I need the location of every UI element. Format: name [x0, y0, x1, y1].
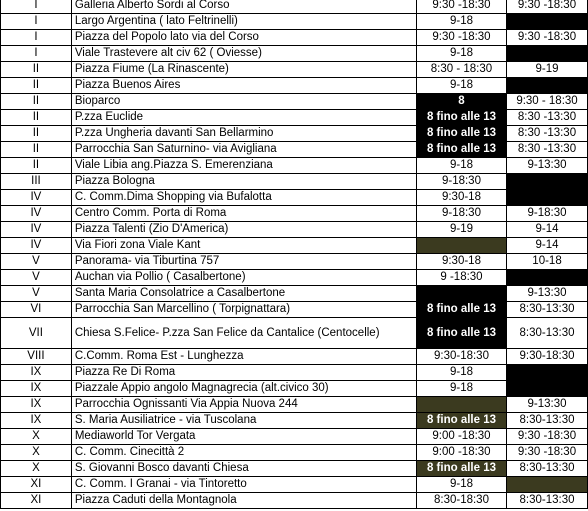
location-cell: Largo Argentina ( lato Feltrinelli) [71, 14, 416, 30]
hours-day2-cell [507, 477, 588, 493]
municipio-cell: V [1, 270, 72, 286]
hours-day2-cell [507, 78, 588, 94]
hours-day1-cell: 9:30-18 [416, 190, 506, 206]
table-row [1, 238, 588, 254]
location-cell: C.Comm. Roma Est - Lunghezza [71, 349, 416, 365]
hours-day1-cell: 9:30 -18:30 [416, 0, 506, 14]
municipio-cell: VIII [1, 349, 72, 365]
table-row [1, 254, 588, 270]
hours-day1-cell [416, 397, 506, 413]
location-cell: Viale Trastevere alt civ 62 ( Oviesse) [71, 46, 416, 62]
schedule-table-body [1, 0, 588, 509]
location-cell: Panorama- via Tiburtina 757 [71, 254, 416, 270]
table-row [1, 94, 588, 110]
table-row [1, 110, 588, 126]
municipio-cell: II [1, 158, 72, 174]
table-row [1, 0, 588, 14]
municipio-cell: XI [1, 493, 72, 509]
municipio-cell: IX [1, 413, 72, 429]
hours-day2-cell: 8:30 -13:30 [507, 142, 588, 158]
location-cell: C. Comm.Dima Shopping via Bufalotta [71, 190, 416, 206]
table-row [1, 493, 588, 509]
hours-day2-cell: 9:30 - 18:30 [507, 94, 588, 110]
municipio-cell: IX [1, 365, 72, 381]
table-row [1, 365, 588, 381]
hours-day2-cell: 9-14 [507, 222, 588, 238]
hours-day1-cell: 9:00 -18:30 [416, 429, 506, 445]
municipio-cell: I [1, 30, 72, 46]
hours-day2-cell [507, 190, 588, 206]
hours-day1-cell: 9-18:30 [416, 174, 506, 190]
location-cell: P.zza Ungheria davanti San Bellarmino [71, 126, 416, 142]
municipio-cell: IX [1, 381, 72, 397]
table-row [1, 302, 588, 318]
table-row [1, 142, 588, 158]
municipio-cell: II [1, 78, 72, 94]
table-row [1, 429, 588, 445]
table-row [1, 477, 588, 493]
table-row [1, 30, 588, 46]
location-cell: Centro Comm. Porta di Roma [71, 206, 416, 222]
hours-day1-cell: 9:30 -18:30 [416, 30, 506, 46]
hours-day1-cell: 8 fino alle 13 [416, 126, 506, 142]
hours-day2-cell: 9-18:30 [507, 206, 588, 222]
municipio-cell: IV [1, 190, 72, 206]
location-cell: Parrocchia San Marcellino ( Torpignattara) [71, 302, 416, 318]
hours-day2-cell: 8:30 -13:30 [507, 110, 588, 126]
location-cell: Bioparco [71, 94, 416, 110]
hours-day1-cell: 8 fino alle 13 [416, 302, 506, 318]
hours-day1-cell: 9-18 [416, 46, 506, 62]
hours-day2-cell: 9:30 -18:30 [507, 429, 588, 445]
table-row [1, 190, 588, 206]
location-cell: Piazza Re Di Roma [71, 365, 416, 381]
hours-day2-cell: 9-14 [507, 238, 588, 254]
hours-day2-cell: 8:30-13:30 [507, 318, 588, 349]
location-cell: Piazza Talenti (Zio D'America) [71, 222, 416, 238]
table-row [1, 349, 588, 365]
municipio-cell: II [1, 110, 72, 126]
location-cell: Via Fiori zona Viale Kant [71, 238, 416, 254]
hours-day1-cell: 9-18 [416, 158, 506, 174]
hours-day2-cell: 9:30 -18:30 [507, 445, 588, 461]
hours-day1-cell: 8:30-18:30 [416, 493, 506, 509]
municipio-cell: VII [1, 318, 72, 349]
hours-day2-cell: 8:30 -13:30 [507, 126, 588, 142]
location-cell: S. Maria Ausiliatrice - via Tuscolana [71, 413, 416, 429]
municipio-cell: IV [1, 206, 72, 222]
hours-day1-cell: 8 fino alle 13 [416, 413, 506, 429]
municipio-cell: V [1, 254, 72, 270]
location-cell: Piazza Fiume (La Rinascente) [71, 62, 416, 78]
municipio-cell: I [1, 46, 72, 62]
municipio-cell: X [1, 429, 72, 445]
hours-day2-cell [507, 270, 588, 286]
hours-day2-cell: 9:30-18:30 [507, 349, 588, 365]
location-cell: C. Comm. Cinecittà 2 [71, 445, 416, 461]
hours-day1-cell: 8 fino alle 13 [416, 110, 506, 126]
hours-day2-cell [507, 381, 588, 397]
location-cell: Viale Libia ang.Piazza S. Emerenziana [71, 158, 416, 174]
municipio-cell: VI [1, 302, 72, 318]
hours-day1-cell: 9-19 [416, 222, 506, 238]
table-row [1, 397, 588, 413]
hours-day2-cell [507, 365, 588, 381]
hours-day2-cell: 9-13:30 [507, 158, 588, 174]
hours-day1-cell: 9:30-18:30 [416, 349, 506, 365]
hours-day1-cell: 8 fino alle 13 [416, 142, 506, 158]
location-cell: Chiesa S.Felice- P.zza San Felice da Cantalice (Centocelle) [71, 318, 416, 349]
table-row [1, 381, 588, 397]
table-row [1, 445, 588, 461]
location-cell: Mediaworld Tor Vergata [71, 429, 416, 445]
location-cell: Piazza del Popolo lato via del Corso [71, 30, 416, 46]
municipio-cell: X [1, 445, 72, 461]
location-cell: Parrocchia Ognissanti Via Appia Nuova 244 [71, 397, 416, 413]
location-cell: Piazza Buenos Aires [71, 78, 416, 94]
municipio-cell: XI [1, 477, 72, 493]
hours-day2-cell: 8:30-13:30 [507, 493, 588, 509]
hours-day2-cell: 9-13:30 [507, 286, 588, 302]
municipio-cell: V [1, 286, 72, 302]
location-cell: Santa Maria Consolatrice a Casalbertone [71, 286, 416, 302]
location-cell: S. Giovanni Bosco davanti Chiesa [71, 461, 416, 477]
table-row [1, 318, 588, 349]
hours-day1-cell: 9 -18:30 [416, 270, 506, 286]
location-cell: Galleria Alberto Sordi al Corso [71, 0, 416, 14]
hours-day2-cell [507, 14, 588, 30]
hours-day2-cell: 8:30-13:30 [507, 302, 588, 318]
table-row [1, 206, 588, 222]
municipio-cell: III [1, 174, 72, 190]
hours-day1-cell: 9:30-18 [416, 254, 506, 270]
table-row [1, 46, 588, 62]
municipio-cell: X [1, 461, 72, 477]
hours-day1-cell [416, 238, 506, 254]
hours-day1-cell [416, 286, 506, 302]
table-row [1, 270, 588, 286]
hours-day2-cell: 9-13:30 [507, 397, 588, 413]
location-cell: Auchan via Pollio ( Casalbertone) [71, 270, 416, 286]
table-row [1, 62, 588, 78]
hours-day1-cell: 8 fino alle 13 [416, 318, 506, 349]
municipio-cell: I [1, 14, 72, 30]
hours-day2-cell: 10-18 [507, 254, 588, 270]
hours-day1-cell: 9-18 [416, 477, 506, 493]
location-cell: C. Comm. I Granai - via Tintoretto [71, 477, 416, 493]
table-row [1, 413, 588, 429]
municipio-cell: IV [1, 222, 72, 238]
location-cell: Piazza Caduti della Montagnola [71, 493, 416, 509]
hours-day1-cell: 8 fino alle 13 [416, 461, 506, 477]
municipio-cell: II [1, 62, 72, 78]
hours-day2-cell [507, 174, 588, 190]
hours-day2-cell: 9:30 -18:30 [507, 30, 588, 46]
hours-day2-cell [507, 46, 588, 62]
municipio-cell: II [1, 126, 72, 142]
hours-day1-cell: 9-18 [416, 78, 506, 94]
table-row [1, 286, 588, 302]
table-row [1, 461, 588, 477]
table-row [1, 78, 588, 94]
table-row [1, 158, 588, 174]
municipio-cell: I [1, 0, 72, 14]
hours-day1-cell: 9-18 [416, 365, 506, 381]
hours-day2-cell: 9-19 [507, 62, 588, 78]
location-cell: Parrocchia San Saturnino- via Avigliana [71, 142, 416, 158]
table-row [1, 174, 588, 190]
hours-day1-cell: 8 [416, 94, 506, 110]
municipio-cell: IX [1, 397, 72, 413]
municipio-cell: IV [1, 238, 72, 254]
hours-day1-cell: 8:30 - 18:30 [416, 62, 506, 78]
hours-day1-cell: 9:00 -18:30 [416, 445, 506, 461]
municipio-cell: II [1, 94, 72, 110]
location-cell: Piazza Bologna [71, 174, 416, 190]
hours-day2-cell: 8:30-13:30 [507, 461, 588, 477]
table-row [1, 222, 588, 238]
hours-day1-cell: 9-18 [416, 14, 506, 30]
location-cell: Piazzale Appio angolo Magnagrecia (alt.civico 30) [71, 381, 416, 397]
hours-day1-cell: 9-18 [416, 381, 506, 397]
hours-day1-cell: 9-18:30 [416, 206, 506, 222]
hours-day2-cell: 8:30-13:30 [507, 413, 588, 429]
location-cell: P.zza Euclide [71, 110, 416, 126]
table-row [1, 14, 588, 30]
table-row [1, 126, 588, 142]
hours-day2-cell: 9:30 -18:30 [507, 0, 588, 14]
municipio-cell: II [1, 142, 72, 158]
